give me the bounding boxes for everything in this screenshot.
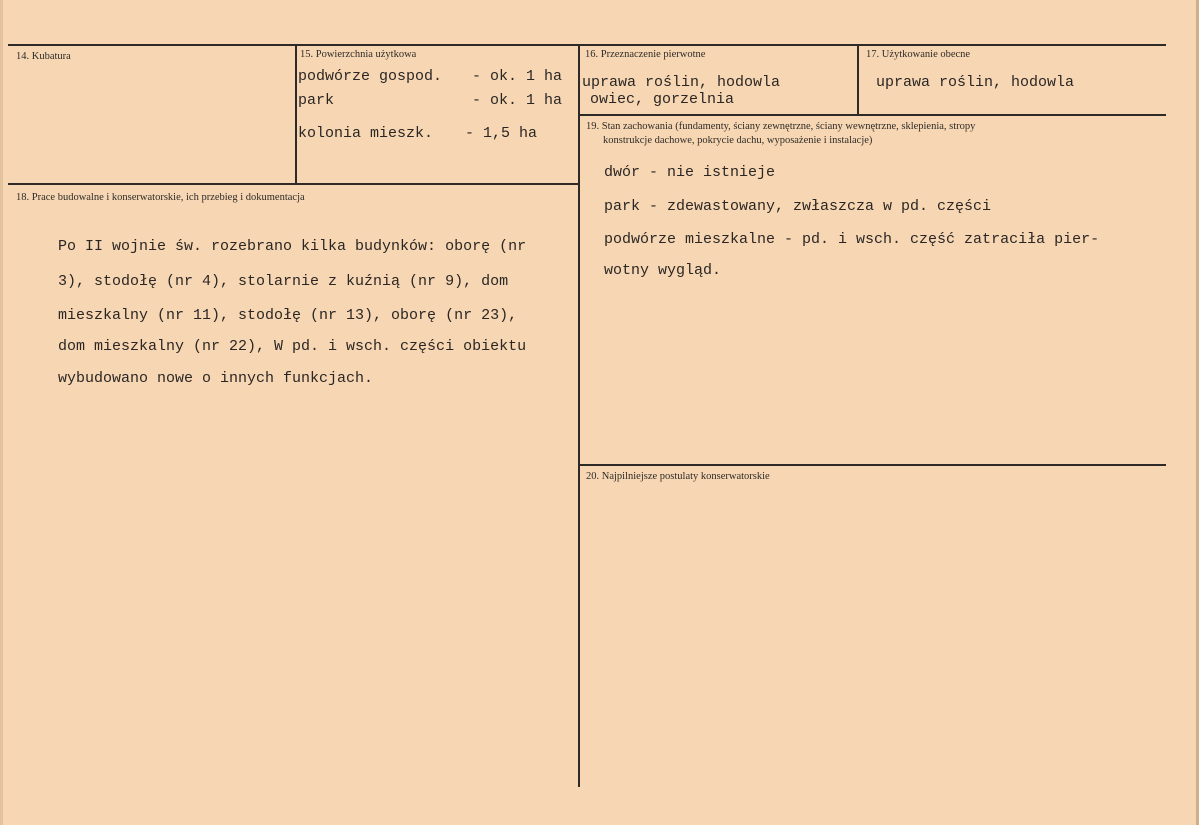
field-15-row-name: park (298, 92, 335, 109)
card-left-edge (0, 0, 3, 825)
field-14-label: 14. Kubatura (16, 51, 71, 62)
field-15-row-value: - ok. 1 ha (471, 68, 562, 85)
field-18-label: 18. Prace budowalne i konserwatorskie, ich przebieg i dokumentacja (16, 192, 305, 203)
field-15-row-value: - 1,5 ha (465, 125, 538, 142)
field-18-line: dom mieszkalny (nr 22), W pd. i wsch. części obiektu (58, 338, 527, 355)
field-16-line: owiec, gorzelnia (590, 91, 735, 108)
field-16-label: 16. Przeznaczenie pierwotne (585, 49, 706, 60)
field-19-label: 19. Stan zachowania (fundamenty, ściany zewnętrzne, ściany wewnętrzne, sklepienia, stropy (586, 121, 976, 132)
field-16-line: uprawa roślin, hodowla (582, 74, 781, 91)
field-15-row-name: podwórze gospod. (298, 68, 443, 85)
rule-above-20 (579, 464, 1166, 466)
field-15-row-name: kolonia mieszk. (298, 125, 434, 142)
field-18-line: mieszkalny (nr 11), stodołę (nr 13), oborę (nr 23), (58, 307, 518, 324)
field-15-label: 15. Powierzchnia użytkowa (300, 49, 417, 60)
divider-14-15 (295, 45, 297, 183)
field-19-line: wotny wygląd. (604, 262, 722, 279)
field-19-line: dwór - nie istnieje (604, 164, 776, 181)
divider-16-17 (857, 45, 859, 115)
field-17-label: 17. Użytkowanie obecne (866, 49, 971, 60)
field-20-label: 20. Najpilniejsze postulaty konserwatorskie (586, 471, 770, 482)
rule-under-16-17 (579, 114, 1166, 116)
top-rule (8, 44, 1166, 46)
field-18-line: 3), stodołę (nr 4), stolarnie z kuźnią (nr 9), dom (58, 273, 509, 290)
field-18-line: Po II wojnie św. rozebrano kilka budynków: oborę (nr (58, 238, 527, 255)
field-17-line: uprawa roślin, hodowla (876, 74, 1075, 91)
field-15-row-value: - ok. 1 ha (471, 92, 562, 109)
field-19-label: konstrukcje dachowe, pokrycie dachu, wyposażenie i instalacje) (603, 135, 873, 146)
field-19-line: podwórze mieszkalne - pd. i wsch. część zatraciła pier- (604, 231, 1100, 248)
field-18-line: wybudowano nowe o innych funkcjach. (58, 370, 374, 387)
divider-main (578, 45, 580, 787)
field-19-line: park - zdewastowany, zwłaszcza w pd. części (604, 198, 992, 215)
rule-under-14-15 (8, 183, 579, 185)
